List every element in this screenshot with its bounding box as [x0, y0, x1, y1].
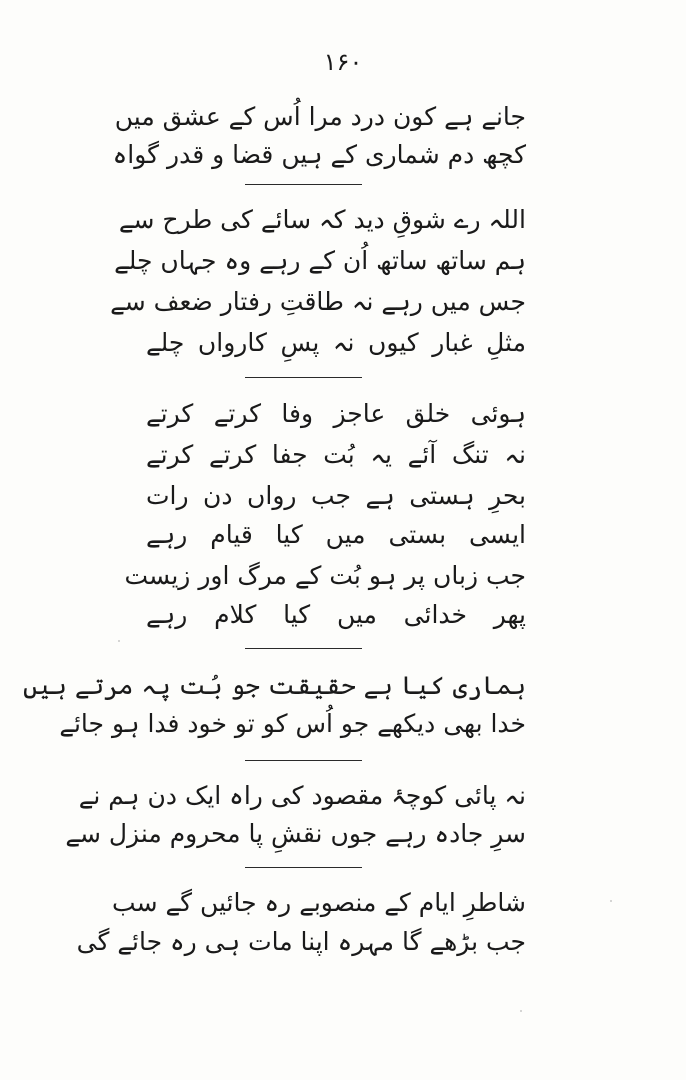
verse-line: جس میں رہے نہ طاقتِ رفتار ضعف سے [110, 287, 526, 316]
verse-line: جب زباں پر ہو بُت کے مرگ اور زیست [124, 561, 526, 590]
verse-line: ہم ساتھ ساتھ اُن کے رہے وہ جہاں چلے [114, 246, 526, 275]
verse-line: شاطرِ ایام کے منصوبے رہ جائیں گے سب [112, 888, 526, 917]
verse-line: جانے ہے کون درد مرا اُس کے عشق میں [114, 102, 526, 131]
verse-line: جب بڑھے گا مہرہ اپنا مات ہی رہ جائے گی [76, 927, 526, 956]
stanza-divider [245, 648, 362, 649]
scan-speck [610, 900, 612, 902]
verse-line: سرِ جادہ رہے جوں نقشِ پا محروم منزل سے [65, 819, 526, 848]
verse-line: اللہ رے شوقِ دید کہ سائے کی طرح سے [118, 205, 526, 234]
verse-line: کچھ دم شماری کے ہیں قضا و قدر گواہ [112, 140, 526, 169]
verse-line: مثلِ غبار کیوں نہ پسِ کارواں چلے [146, 328, 526, 357]
verse-line: نہ پائی کوچۂ مقصود کی راہ ایک دن ہم نے [78, 781, 526, 810]
scan-speck [118, 640, 120, 642]
verse-line: نہ تنگ آئے یہ بُت جفا کرتے کرتے [146, 440, 526, 469]
scan-speck [520, 1010, 522, 1012]
verse-line: ہماری کیا ہے حقیقت جو بُت پہ مرتے ہیں [22, 671, 526, 700]
verse-line: ایسی بستی میں کیا قیام رہے [146, 520, 526, 549]
stanza-divider [245, 760, 362, 761]
stanza-divider [245, 867, 362, 868]
stanza-divider [245, 377, 362, 378]
stanza-divider [245, 184, 362, 185]
verse-line: بحرِ ہستی ہے جب رواں دن رات [146, 481, 526, 510]
page-number: ۱۶۰ [323, 48, 363, 76]
verse-line: خدا بھی دیکھے جو اُس کو تو خود فدا ہو جائے [59, 709, 526, 738]
verse-line: ہوئی خلق عاجز وفا کرتے کرتے [146, 399, 526, 428]
verse-line: پھر خدائی میں کیا کلام رہے [146, 600, 526, 629]
